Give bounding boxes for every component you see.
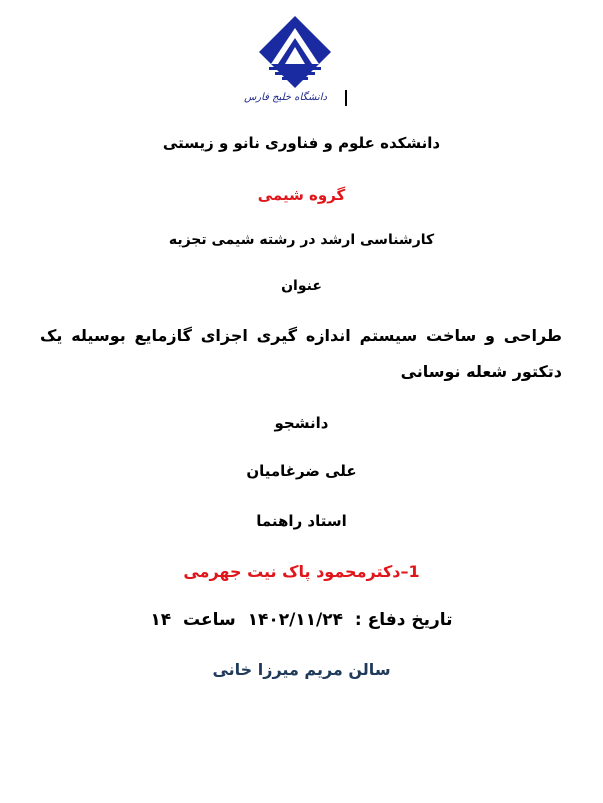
defense-date: ۱۴۰۲/۱۱/۲۴ (247, 610, 344, 630)
student-label: دانشجو (274, 414, 329, 432)
faculty-name: دانشکده علوم و فناوری نانو و زیستی (162, 134, 441, 152)
university-name-caption: دانشگاه خلیج فارس (244, 92, 327, 103)
defense-date-label: تاریخ دفاع (367, 610, 453, 630)
advisor-label: استاد راهنما (256, 512, 347, 530)
logo-divider (345, 90, 347, 106)
defense-venue: سالن مریم میرزا خانی (212, 660, 391, 679)
defense-date-separator: : (354, 610, 362, 630)
degree-line: کارشناسی ارشد در رشته شیمی تجزیه (168, 232, 435, 248)
department-name: گروه شیمی (257, 186, 346, 204)
title-label: عنوان (281, 278, 322, 294)
defense-time-label: ساعت (183, 610, 236, 630)
defense-time: ۱۴ (150, 610, 172, 630)
university-emblem-icon (255, 14, 335, 94)
student-name: علی ضرغامیان (246, 462, 357, 480)
advisor-name: 1–دکترمحمود پاک نیت جهرمی (183, 562, 420, 581)
thesis-title: طراحی و ساخت سیستم اندازه گیری اجزای گازمایع بوسیله یک دتکتور شعله نوسانی (40, 326, 562, 381)
university-logo (244, 14, 335, 114)
defense-date-line (0, 610, 603, 630)
